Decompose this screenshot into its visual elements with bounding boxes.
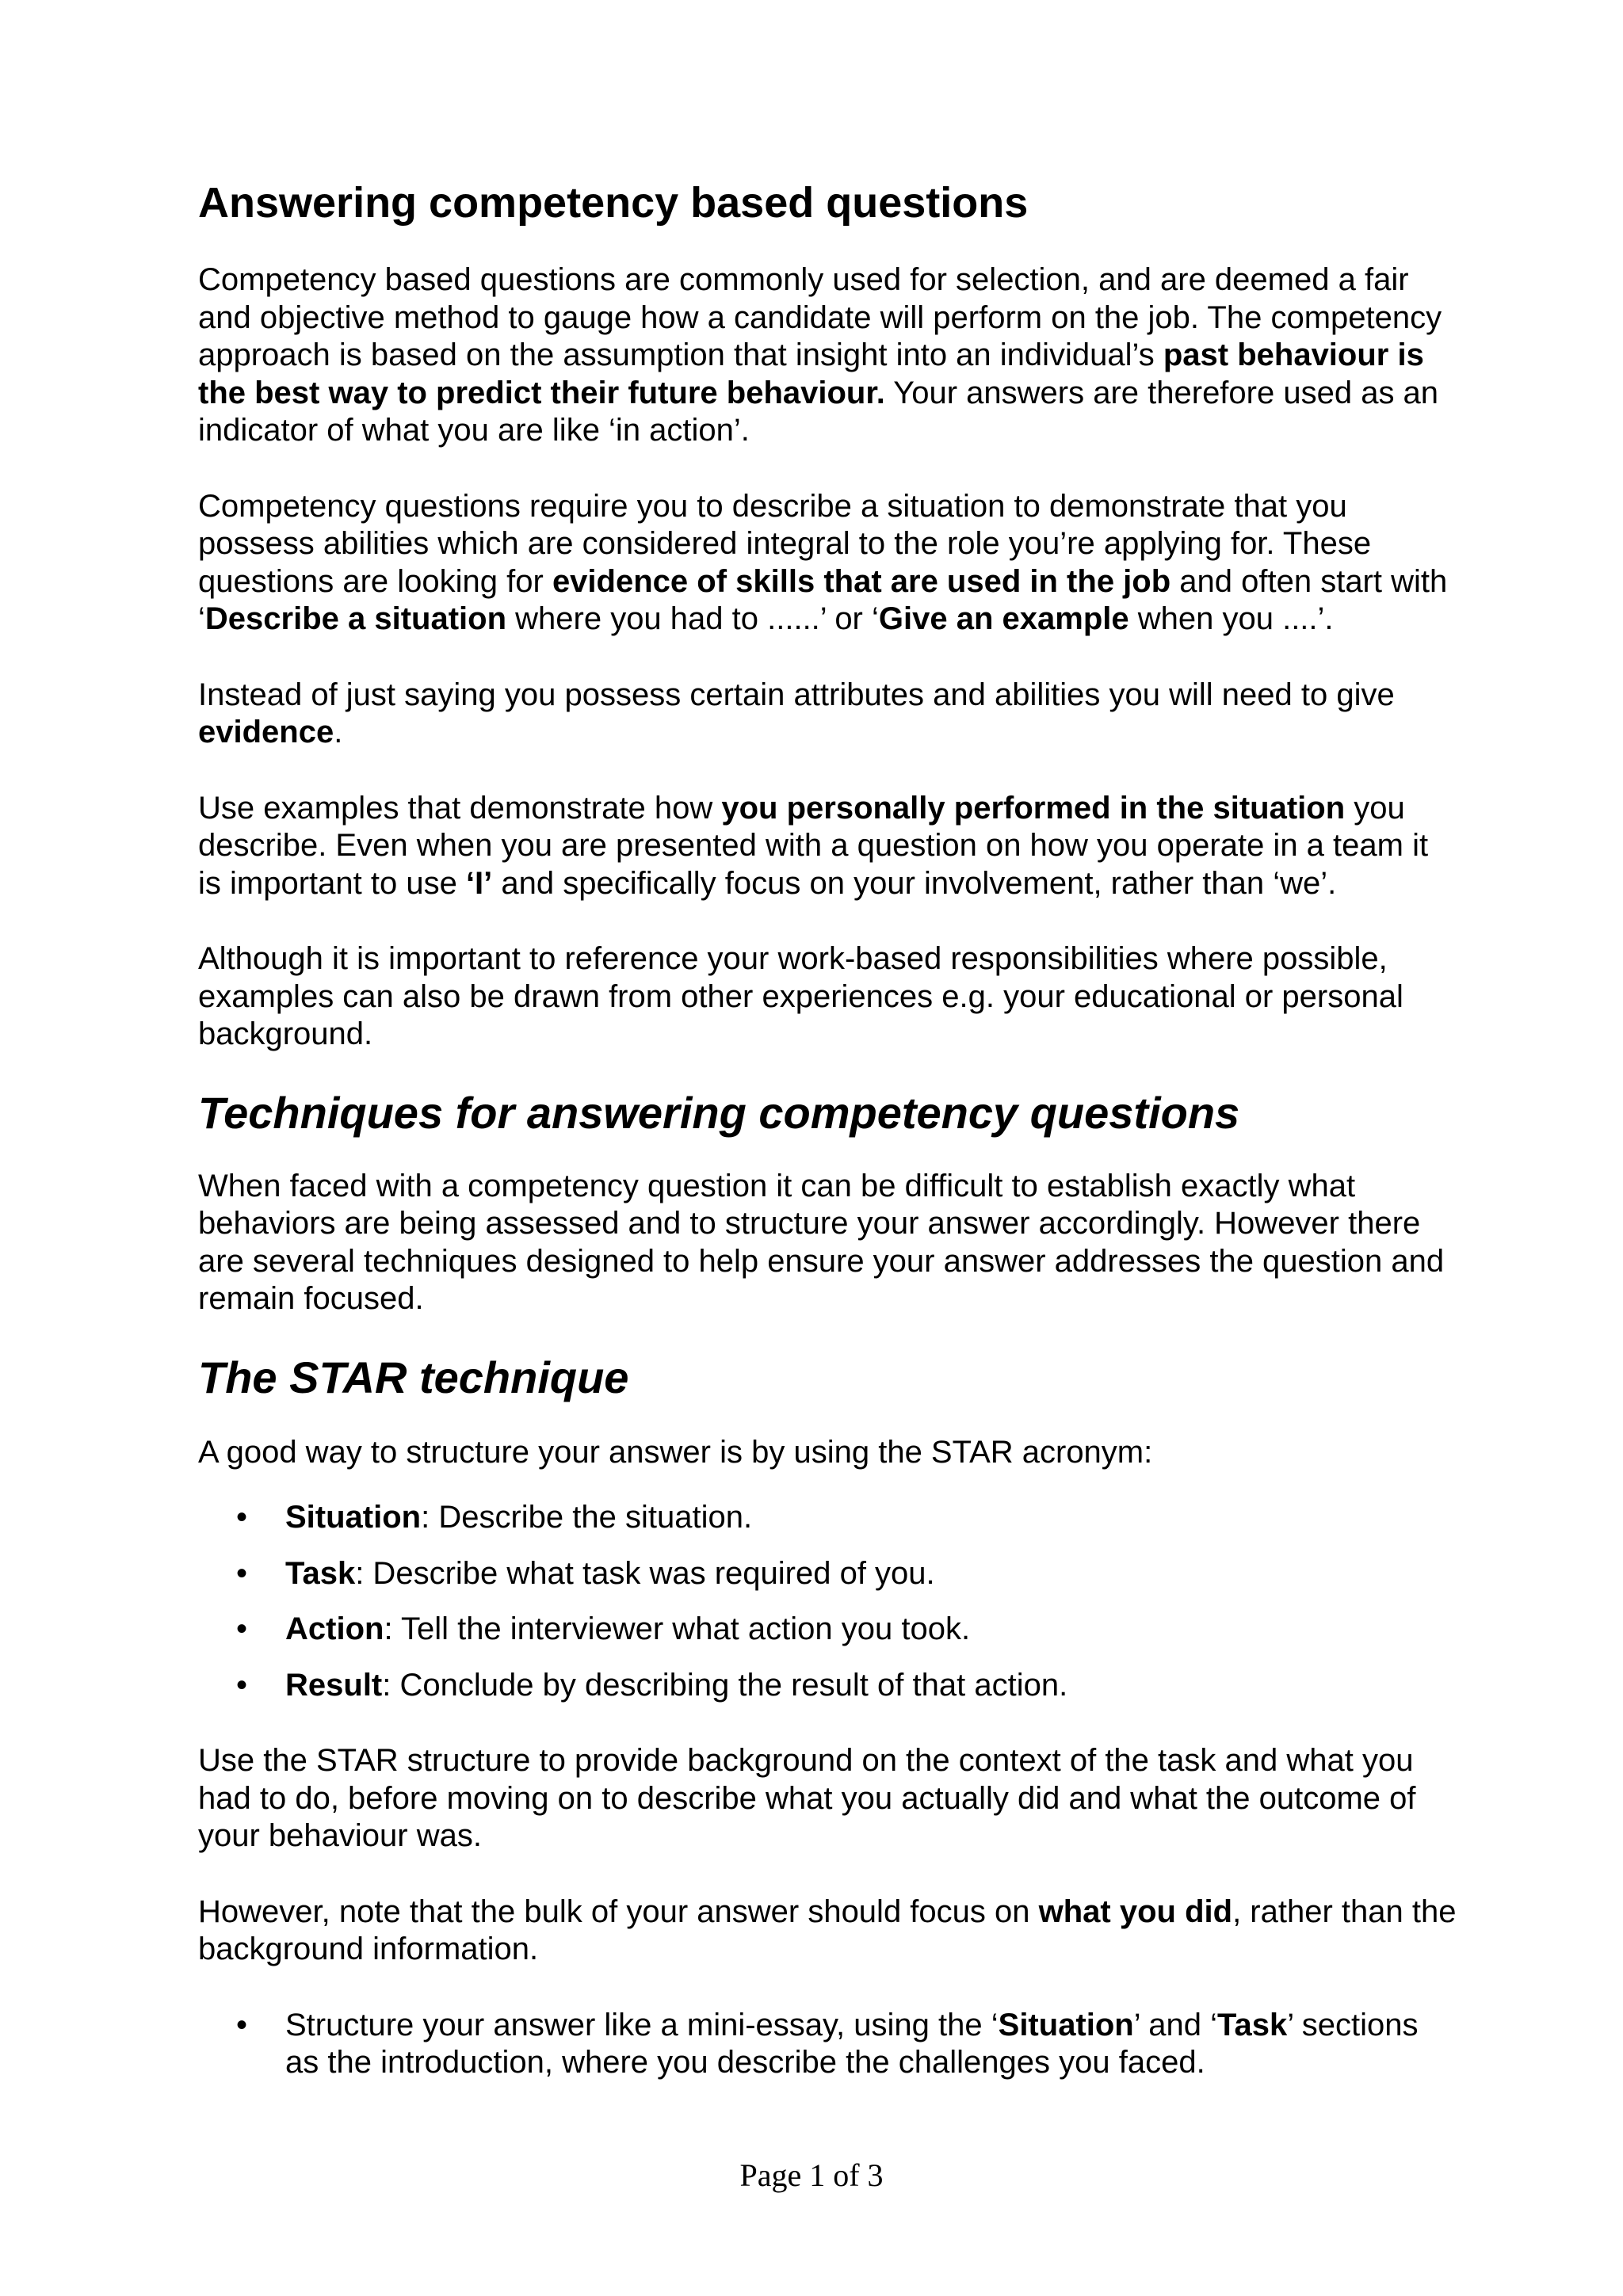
list-item: • Result: Conclude by describing the result of that action. [198, 1667, 1458, 1705]
page-content [198, 176, 1458, 2082]
examples-paragraph: Use examples that demonstrate how you personally performed in the situation you describe. Even when you are presented with a question on how you operate in a team it is important to use ‘I’ and specifically focus on your involvement, rather than ‘we’. [198, 790, 1429, 901]
list-item: • Structure your answer like a mini-essay, using the ‘Situation’ and ‘Task’ sections as the introduction, where you describe the challenges you faced. [198, 2007, 1458, 2082]
evidence-paragraph: Instead of just saying you possess certain attributes and abilities you will need to give evidence. [198, 677, 1395, 749]
competency-paragraph: Competency questions require you to describe a situation to demonstrate that you possess abilities which are considered integral to the role you’re applying for. These questions are looking for evidence of skills that are used in the job and often start with ‘Describe a situation where you had to ......’ or ‘Give an example when you ....’. [198, 488, 1448, 636]
page-number: Page 1 of 3 [739, 2157, 884, 2193]
techniques-heading: Techniques for answering competency questions [198, 1087, 1240, 1138]
bulk-note-paragraph: However, note that the bulk of your answer should focus on what you did, rather than the background information. [198, 1894, 1457, 1966]
intro-paragraph: Competency based questions are commonly used for selection, and are deemed a fair and objective method to gauge how a candidate will perform on the job. The competency approach is based on the assumption that insight into an individual’s past behaviour is the best way to predict their future behaviour. Your answers are therefore used as an indicator of what you are like ‘in action’. [198, 262, 1442, 448]
background-paragraph: Although it is important to reference your work-based responsibilities where possible, examples can also be drawn from other experiences e.g. your educational or personal background. [198, 941, 1403, 1051]
star-structure-paragraph: Use the STAR structure to provide background on the context of the task and what you had to do, before moving on to describe what you actually did and what the outcome of your behaviour was. [198, 1743, 1416, 1853]
list-item: • Action: Tell the interviewer what action you took. [198, 1611, 1458, 1649]
techniques-paragraph: When faced with a competency question it can be difficult to establish exactly what behaviors are being assessed and to structure your answer accordingly. However there are several techniques designed to help ensure your answer addresses the question and remain focused. [198, 1168, 1445, 1316]
list-item: • Task: Describe what task was required of you. [198, 1555, 1458, 1593]
star-intro: A good way to structure your answer is by using the STAR acronym: [198, 1434, 1153, 1470]
list-item: • Situation: Describe the situation. [198, 1499, 1458, 1537]
star-heading: The STAR technique [198, 1352, 629, 1402]
page-title: Answering competency based questions [198, 179, 1029, 227]
structure-list [198, 2007, 1458, 2082]
star-list [198, 1499, 1458, 1704]
